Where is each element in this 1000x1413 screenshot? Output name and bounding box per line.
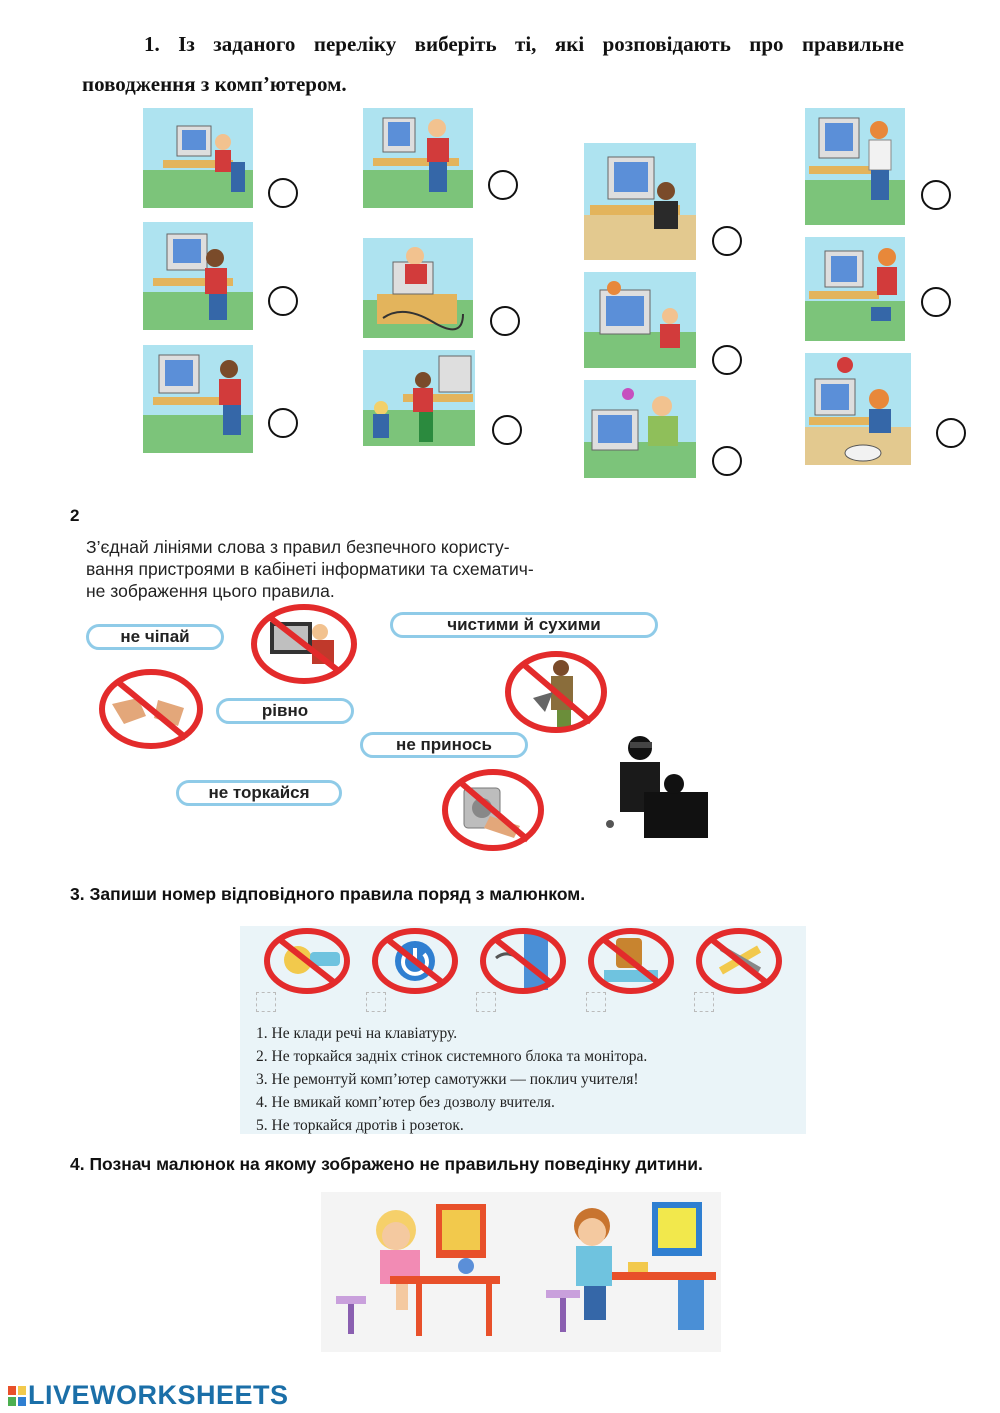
- q3-rule: 5. Не торкайся дротів і розеток.: [256, 1117, 464, 1134]
- prohibit-wet-hands-icon[interactable]: [98, 668, 204, 750]
- q2-instruction-line: З’єднай лініями слова з правил безпечного користу-: [86, 537, 510, 557]
- prohibit-monitor-icon[interactable]: [250, 604, 358, 684]
- q1-title-line1: 1. Із заданого переліку виберіть ті, які розповідають про правильне: [144, 32, 904, 56]
- q3-rules-list: [256, 1022, 804, 1137]
- q3-answer-box-1[interactable]: [256, 992, 276, 1012]
- brand-blocks-icon: [8, 1382, 26, 1402]
- q1-answer-circle-9[interactable]: [712, 446, 742, 476]
- girl-at-computer-picture[interactable]: [326, 1196, 506, 1346]
- brand-text: LIVEWORKSHEETS: [28, 1380, 289, 1410]
- word-pill-dont-touch-2[interactable]: не торкайся: [176, 780, 342, 806]
- q1-answer-circle-4[interactable]: [488, 170, 518, 200]
- q4-title: 4. Познач малюнок на якому зображено не правильну поведінку дитини.: [70, 1154, 703, 1174]
- q3-answer-box-5[interactable]: [694, 992, 714, 1012]
- q1-answer-circle-3[interactable]: [268, 408, 298, 438]
- q1-picture-9: [584, 380, 696, 478]
- q3-answer-box-2[interactable]: [366, 992, 386, 1012]
- q1-picture-5: [363, 238, 473, 338]
- q1-answer-circle-2[interactable]: [268, 286, 298, 316]
- prohibit-wires-icon: [262, 928, 352, 994]
- q3-title: 3. Запиши номер відповідного правила поряд з малюнком.: [70, 884, 586, 904]
- q2-instruction-line: не зображення цього правила.: [86, 581, 335, 601]
- q2-instruction: [86, 536, 726, 602]
- q3-answer-box-3[interactable]: [476, 992, 496, 1012]
- q1-picture-4: [363, 108, 473, 208]
- q3-rule: 2. Не торкайся задніх стінок системного блока та монітора.: [256, 1048, 648, 1065]
- prohibit-things-on-keyboard-icon: [586, 928, 676, 994]
- q1-picture-3: [143, 345, 253, 453]
- prohibit-power-icon: [370, 928, 460, 994]
- prohibit-repair-tools-icon: [694, 928, 784, 994]
- q1-answer-circle-1[interactable]: [268, 178, 298, 208]
- q1-answer-circle-12[interactable]: [936, 418, 966, 448]
- q1-picture-11: [805, 237, 905, 341]
- q2-instruction-line: вання пристроями в кабінеті інформатики та схематич-: [86, 559, 534, 579]
- boy-at-computer-picture[interactable]: [528, 1196, 718, 1346]
- q3-rule: 1. Не клади речі на клавіатуру.: [256, 1025, 458, 1042]
- q1-title: [82, 24, 904, 104]
- q1-picture-7: [584, 143, 696, 260]
- prohibit-socket-icon[interactable]: [440, 768, 546, 852]
- word-pill-dont-bring[interactable]: не принось: [360, 732, 528, 758]
- prohibit-bring-food-icon[interactable]: [503, 650, 609, 734]
- q1-answer-circle-10[interactable]: [921, 180, 951, 210]
- q3-rule: 3. Не ремонтуй комп’ютер самотужки — поклич учителя!: [256, 1071, 639, 1088]
- q1-answer-circle-7[interactable]: [712, 226, 742, 256]
- prohibit-back-panel-icon: [478, 928, 568, 994]
- q1-title-line2: поводження з комп’ютером.: [82, 72, 347, 96]
- q1-picture-8: [584, 272, 696, 368]
- q2-number: 2: [70, 506, 80, 525]
- q1-picture-2: [143, 222, 253, 330]
- q1-picture-10: [805, 108, 905, 225]
- word-pill-dont-touch-1[interactable]: не чіпай: [86, 624, 224, 650]
- q3-answer-box-4[interactable]: [586, 992, 606, 1012]
- word-pill-straight[interactable]: рівно: [216, 698, 354, 724]
- q1-answer-circle-8[interactable]: [712, 345, 742, 375]
- liveworksheets-logo: [8, 1380, 289, 1411]
- q1-answer-circle-6[interactable]: [492, 415, 522, 445]
- q1-picture-1: [143, 108, 253, 208]
- q1-answer-circle-11[interactable]: [921, 287, 951, 317]
- q1-picture-12: [805, 353, 911, 465]
- q1-answer-circle-5[interactable]: [490, 306, 520, 336]
- q1-picture-6: [363, 350, 475, 446]
- q3-rule: 4. Не вмикай комп’ютер без дозволу вчителя.: [256, 1094, 555, 1111]
- word-pill-clean-dry[interactable]: чистими й сухими: [390, 612, 658, 638]
- sitting-at-computer-icon[interactable]: [604, 732, 710, 838]
